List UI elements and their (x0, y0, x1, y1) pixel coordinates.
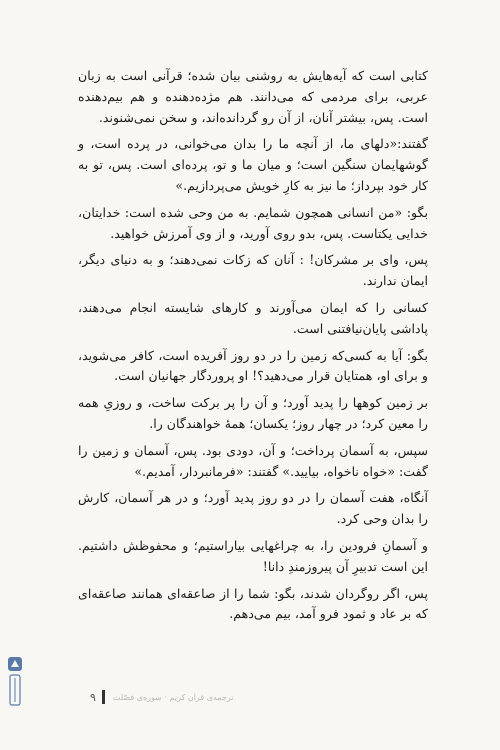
page-body (78, 66, 428, 631)
page-number: ۹ (90, 690, 96, 704)
paragraph-3: بگو: «من انسانی همچون شمایم. به من وحی شده است: خدایتان، خدایی یکتاست. پس، بدو روی آورید، و از وی آمرزش خواهید. (78, 204, 428, 241)
paragraph-11: پس، اگر روگردان شدند، بگو: شما را از صاعقه‌ای همانند صاعقه‌ای که بر عاد و ثمود فرو آمد، بیم می‌دهم. (78, 585, 428, 622)
paragraph-4: پس، وای بر مشرکان! : آنان که زکات نمی‌دهند؛ و به دنیای دیگر، ایمان ندارند. (78, 252, 428, 289)
footer-divider (102, 690, 105, 704)
paragraph-9: آنگاه، هفت آسمان را در دو روز پدید آورد؛ و در هر آسمان، کارش را بدان وحی کرد. (78, 490, 428, 527)
page-footer (90, 689, 420, 705)
running-head: ترجمه‌ی قرآن کریم · سوره‌ی فصّلت (112, 692, 234, 702)
paragraph-6: بگو: آیا به کسی‌که زمین را در دو روز آفریده است، کافر می‌شوید، و برای او، همتایان قرار می‌دهید؟! او پروردگار جهانیان است. (78, 347, 428, 384)
paragraph-1: کتابی است که آیه‌هایش به روشنی بیان شده؛ قرآنی است به زبان عربی، برای مردمی که می‌دانند. هم مژده‌دهنده و هم بیم‌دهنده است. پس، بیشتر آنان، از آن رو گردانده‌اند، و سخن نمی‌شنوند. (78, 68, 428, 125)
paragraph-5: کسانی را که ایمان می‌آورند و کارهای شایسته انجام می‌دهند، پاداشی پایان‌نیافتنی است. (78, 299, 428, 336)
paragraph-10: و آسمانِ فرودین را، به چراغهایی بیاراستیم؛ و محفوظش داشتیم. این است تدبیرِ آن پیروزمندِ دانا! (78, 537, 428, 574)
paragraph-2: گفتند:«دلهای ما، از آنچه ما را بدان می‌خوانی، در پرده است، و گوشهایمان سنگین است؛ و میان ما و تو، پرده‌ای است. پس، تو به کار خود بپرداز؛ ما نیز به کارِ خویش می‌پردازیم.» (78, 136, 428, 193)
paragraph-7: بر زمین کوهها را پدید آورد؛ و آن را پر برکت ساخت، و روزیِ همه را معین کرد؛ در چهار روز؛ یکسان؛ همهٔ خواهندگان را. (78, 395, 428, 431)
paragraph-8: سپس، به آسمان پرداخت؛ و آن، دودی بود. پس، آسمان و زمین را گفت: «خواه ناخواه، بیایید.» گفتند: «فرمانبردار، آمدیم.» (78, 442, 428, 479)
publisher-logo-icon (6, 655, 24, 709)
